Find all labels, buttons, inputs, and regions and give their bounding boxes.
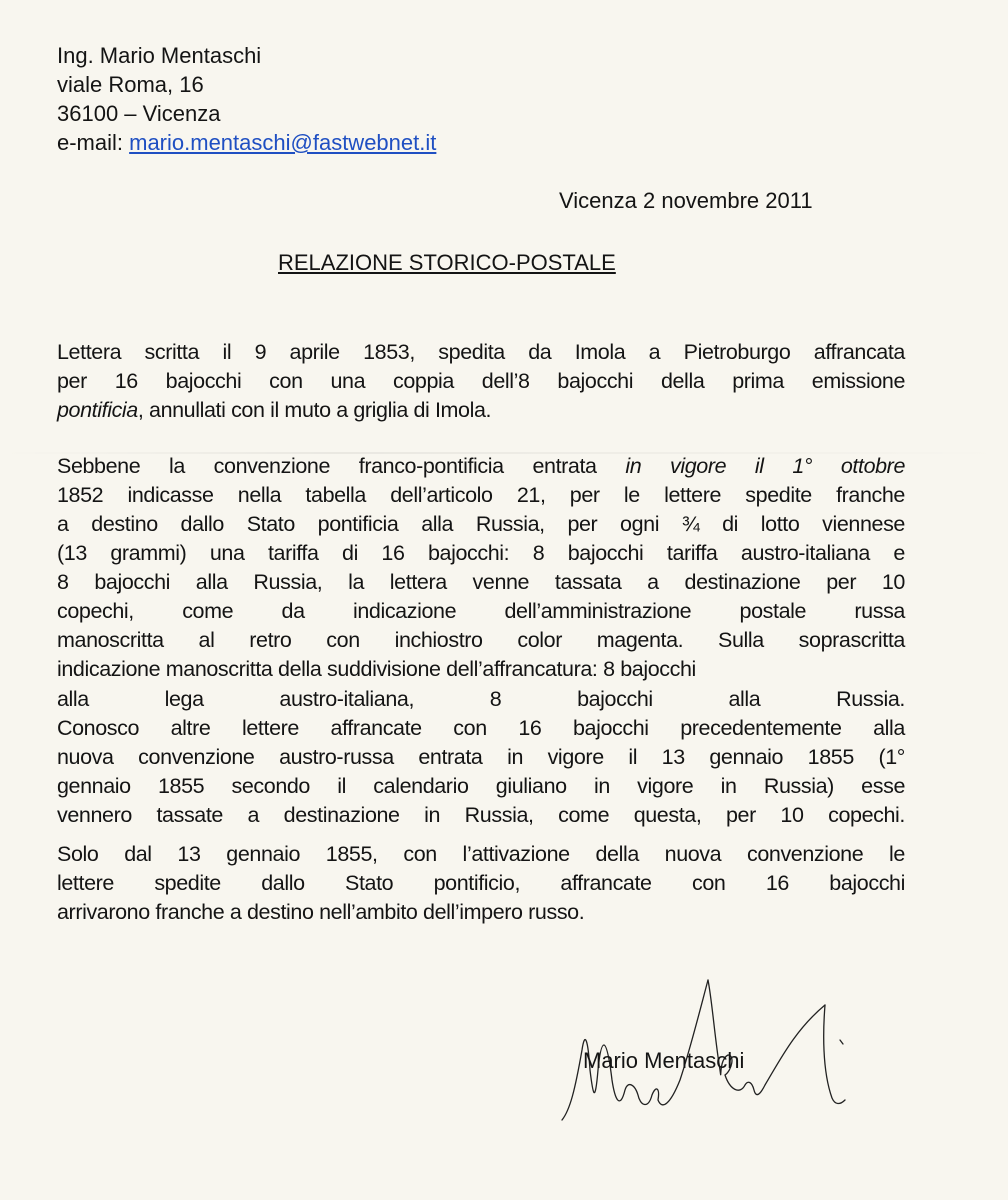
body-line: alla lega austro-italiana, 8 bajocchi alla Russia. [57,687,905,711]
body-line: gennaio 1855 secondo il calendario giuliano in vigore in Russia) esse [57,774,905,798]
sender-street: viale Roma, 16 [57,72,204,97]
body-line: arrivarono franche a destino nell’ambito dell’impero russo. [57,900,585,924]
sender-city: 36100 – Vicenza [57,101,221,126]
body-line: manoscritta al retro con inchiostro color magenta. Sulla soprascritta [57,628,905,652]
body-line [57,398,905,423]
sender-name: Ing. Mario Mentaschi [57,43,262,68]
body-line: Conosco altre lettere affrancate con 16 bajocchi precedentemente alla [57,716,905,740]
body-line [57,454,905,479]
document-title: RELAZIONE STORICO-POSTALE [278,250,616,275]
email-label: e-mail: [57,130,130,155]
body-line: Solo dal 13 gennaio 1855, con l’attivazione della nuova convenzione le [57,842,905,866]
body-line: indicazione manoscritta della suddivisione dell’affrancatura: 8 bajocchi [57,657,696,681]
body-line: (13 grammi) una tariffa di 16 bajocchi: 8 bajocchi tariffa austro-italiana e [57,541,905,565]
italic-text: in vigore il 1° ottobre [625,454,905,478]
body-line: lettere spedite dallo Stato pontificio, affrancate con 16 bajocchi [57,871,905,895]
body-line: a destino dallo Stato pontificia alla Russia, per ogni ¾ di lotto viennese [57,512,905,536]
email-link[interactable]: mario.mentaschi@fastwebnet.it [129,130,437,155]
body-line: 8 bajocchi alla Russia, la lettera venne tassata a destinazione per 10 [57,570,905,594]
body-line: vennero tassate a destinazione in Russia, come questa, per 10 copechi. [57,803,905,827]
body-text: Sebbene la convenzione franco-pontificia entrata [57,454,626,478]
body-line: 1852 indicasse nella tabella dell’articolo 21, per le lettere spedite franche [57,483,905,507]
body-line: nuova convenzione austro-russa entrata in vigore il 13 gennaio 1855 (1° [57,745,905,769]
letter-date: Vicenza 2 novembre 2011 [559,188,813,213]
body-text: , annullati con il muto a griglia di Imola. [137,398,492,422]
body-line: copechi, come da indicazione dell’amministrazione postale russa [57,599,905,623]
body-line: per 16 bajocchi con una coppia dell’8 bajocchi della prima emissione [57,369,905,393]
italic-text: pontificia [57,398,138,422]
sender-email-line [57,128,436,157]
body-line: Lettera scritta il 9 aprile 1853, spedita da Imola a Pietroburgo affrancata [57,340,905,364]
signature-name: Mario Mentaschi [583,1048,745,1073]
